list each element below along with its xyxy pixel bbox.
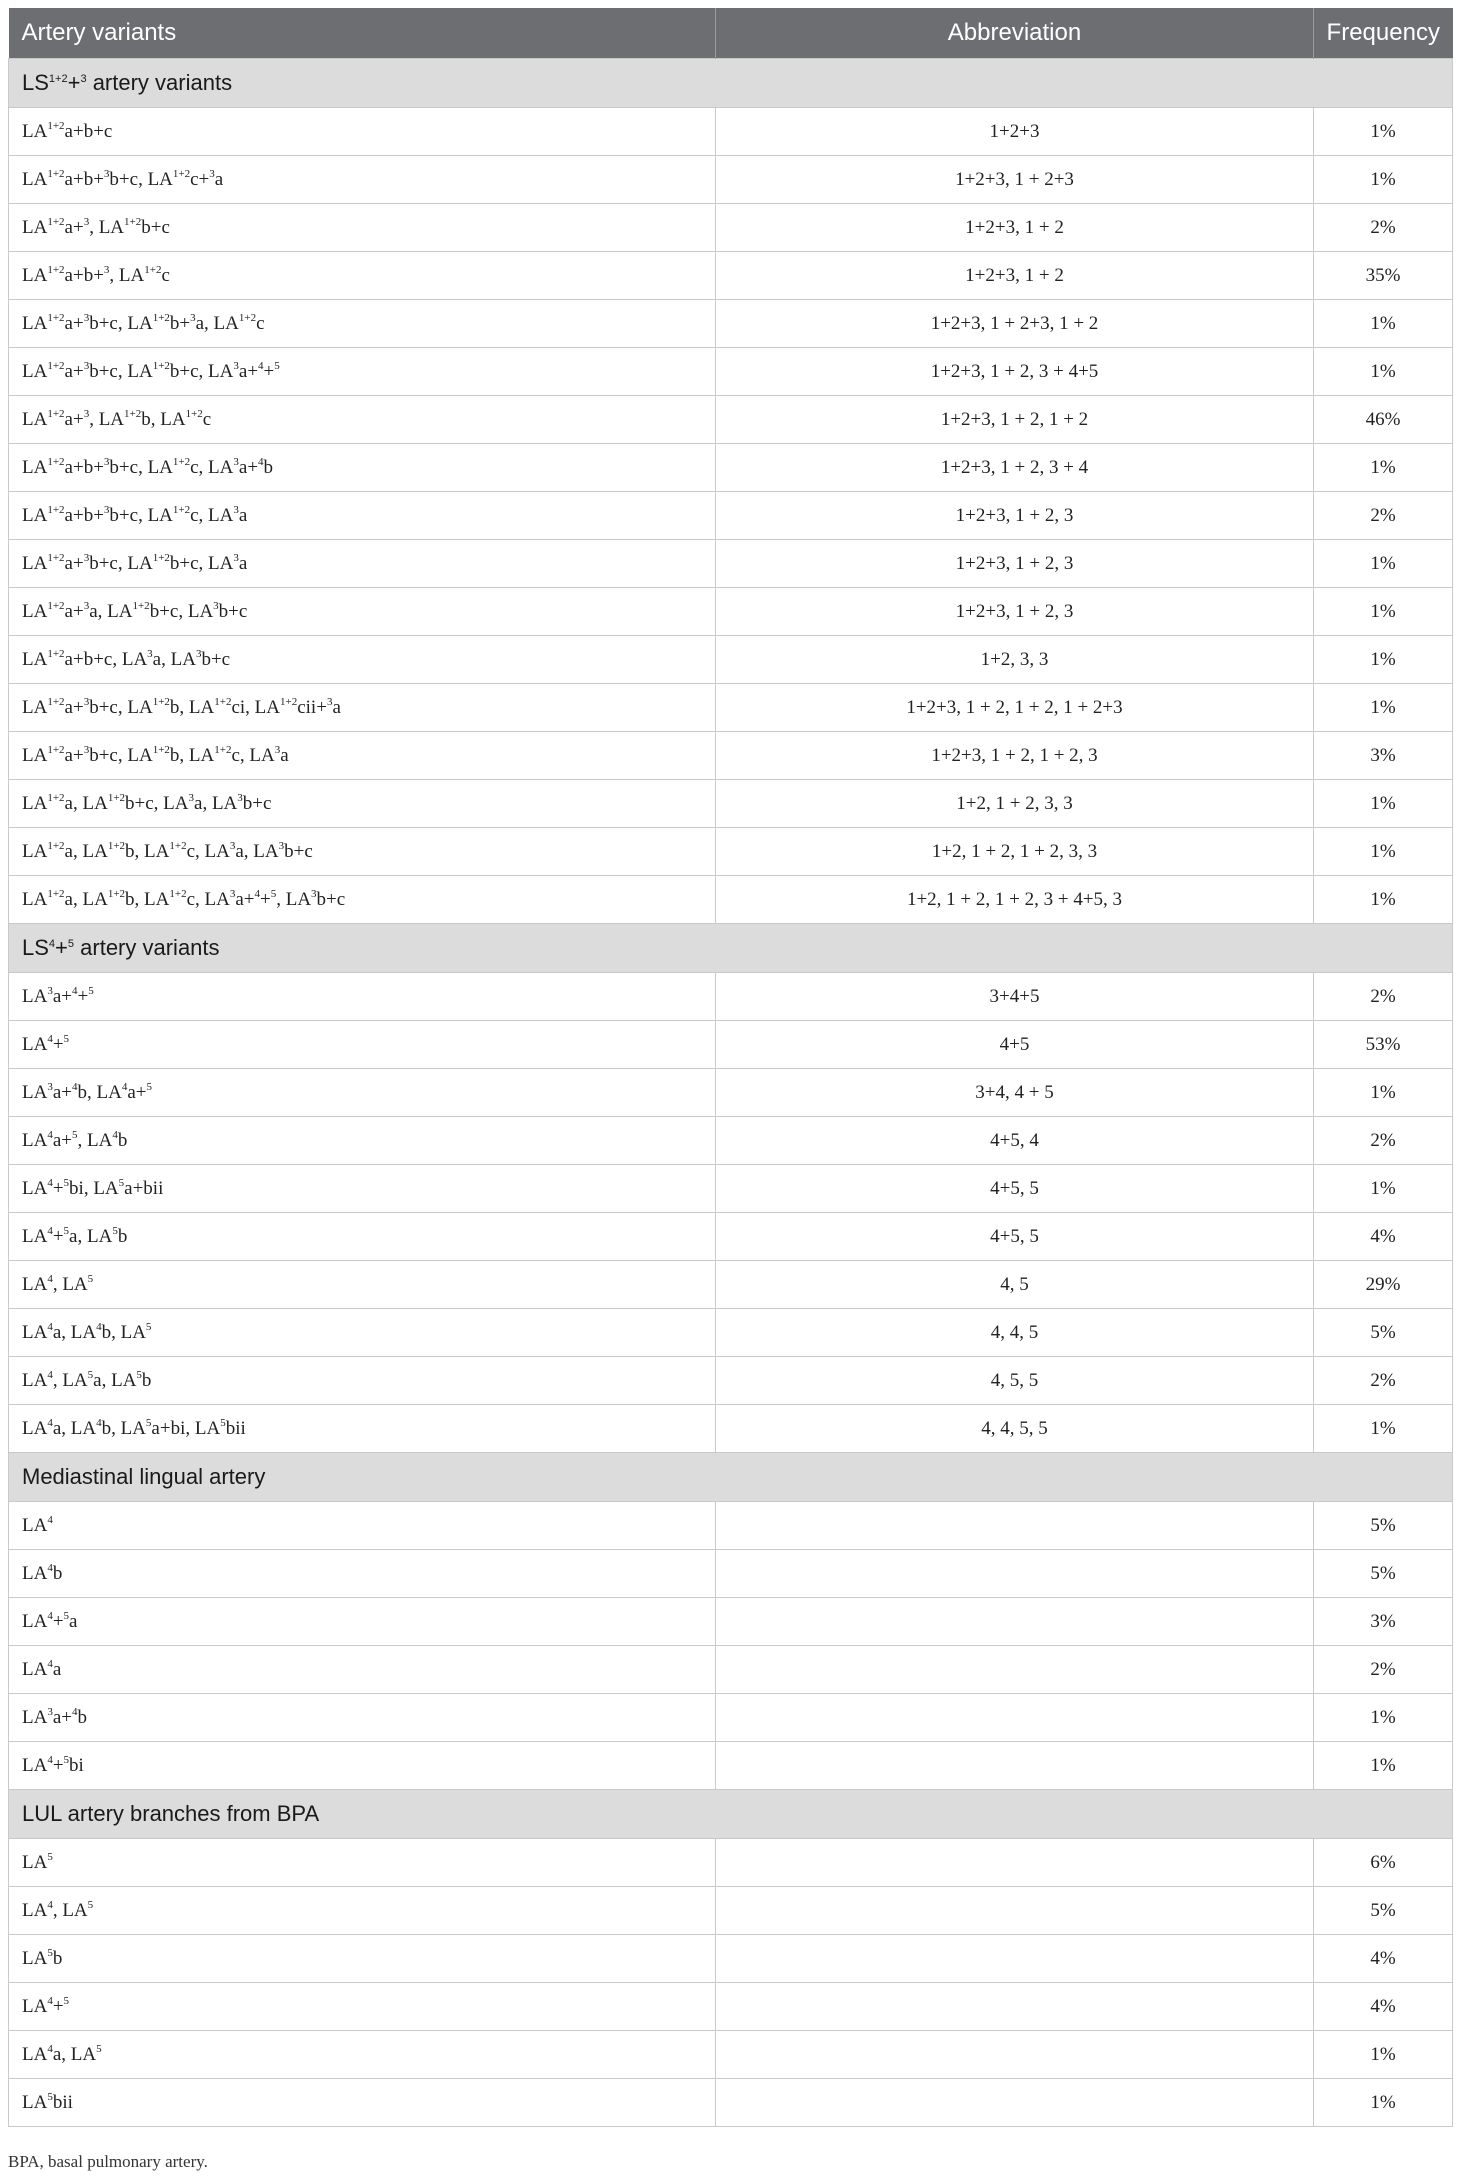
variant-cell: $LA^4$, $LA^5$ [9,1261,716,1309]
variant-cell: $LA^3a+^4b$, $LA^4a+^5$ [9,1069,716,1117]
variant-cell: $LA^{1+2}a+^3a$, $LA^{1+2}b+c$, $LA^3b+c$ [9,588,716,636]
frequency-cell: 5% [1314,1550,1453,1598]
variant-cell: $LA^{1+2}a$, $LA^{1+2}b$, $LA^{1+2}c$, $LA^3a+^4+^5$, $LA^3b+c$ [9,876,716,924]
frequency-cell: 29% [1314,1261,1453,1309]
frequency-cell: 46% [1314,396,1453,444]
frequency-cell: 1% [1314,2079,1453,2127]
abbreviation-cell: 1+2+3, 1 + 2+3 [716,156,1314,204]
column-header-artery-variants: Artery variants [9,8,716,59]
variant-cell: $LA^{1+2}a+b+c$, $LA^3a$, $LA^3b+c$ [9,636,716,684]
table-row [9,828,1453,876]
frequency-cell: 5% [1314,1502,1453,1550]
table-row [9,1309,1453,1357]
frequency-cell: 2% [1314,1357,1453,1405]
abbreviation-cell [716,1887,1314,1935]
frequency-cell: 1% [1314,1405,1453,1453]
table-row [9,876,1453,924]
variant-cell: $LA^{1+2}a+^3b+c$, $LA^{1+2}b+c$, $LA^3a$ [9,540,716,588]
frequency-cell: 1% [1314,588,1453,636]
table-row [9,1983,1453,2031]
abbreviation-cell [716,1839,1314,1887]
variant-cell: $LA^5$ [9,1839,716,1887]
frequency-cell: 3% [1314,732,1453,780]
abbreviation-cell: 4, 4, 5, 5 [716,1405,1314,1453]
abbreviation-cell: 4, 4, 5 [716,1309,1314,1357]
table-row [9,1598,1453,1646]
abbreviation-cell [716,1983,1314,2031]
artery-variants-table-container [8,8,1452,2127]
abbreviation-cell: 3+4, 4 + 5 [716,1069,1314,1117]
table-row [9,2031,1453,2079]
frequency-cell: 1% [1314,156,1453,204]
abbreviation-cell: 4, 5 [716,1261,1314,1309]
table-row [9,444,1453,492]
frequency-cell: 3% [1314,1598,1453,1646]
variant-cell: $LA^{1+2}a+b+^3b+c$, $LA^{1+2}c+^3a$ [9,156,716,204]
variant-cell: $LA^{1+2}a$, $LA^{1+2}b+c$, $LA^3a$, $LA^3b+c$ [9,780,716,828]
table-row [9,1550,1453,1598]
section-header-row [9,1453,1453,1502]
frequency-cell: 1% [1314,684,1453,732]
table-row [9,684,1453,732]
frequency-cell: 1% [1314,1069,1453,1117]
section-header-row [9,1790,1453,1839]
variant-cell: $LA^{1+2}a+b+^3b+c$, $LA^{1+2}c$, $LA^3a+^4b$ [9,444,716,492]
abbreviation-cell: 1+2+3, 1 + 2 [716,252,1314,300]
table-row [9,973,1453,1021]
frequency-cell: 6% [1314,1839,1453,1887]
header-row [9,8,1453,59]
frequency-cell: 1% [1314,300,1453,348]
table-row [9,348,1453,396]
variant-cell: $LA^4a$, $LA^5$ [9,2031,716,2079]
frequency-cell: 4% [1314,1935,1453,1983]
table-body [9,59,1453,2127]
frequency-cell: 53% [1314,1021,1453,1069]
frequency-cell: 1% [1314,108,1453,156]
table-row [9,1935,1453,1983]
table-row [9,1694,1453,1742]
frequency-cell: 2% [1314,492,1453,540]
table-row [9,1405,1453,1453]
abbreviation-cell: 4+5 [716,1021,1314,1069]
frequency-cell: 2% [1314,973,1453,1021]
abbreviation-cell [716,1694,1314,1742]
variant-cell: $LA^4+^5$ [9,1983,716,2031]
table-row [9,1117,1453,1165]
abbreviation-cell: 4+5, 5 [716,1213,1314,1261]
abbreviation-cell: 1+2+3, 1 + 2, 3 [716,588,1314,636]
variant-cell: $LA^4$, $LA^5$ [9,1887,716,1935]
abbreviation-cell [716,2031,1314,2079]
abbreviation-cell: 1+2+3, 1 + 2, 1 + 2, 3 [716,732,1314,780]
frequency-cell: 1% [1314,1742,1453,1790]
abbreviation-cell [716,1550,1314,1598]
variant-cell: $LA^4a$, $LA^4b$, $LA^5a+bi$, $LA^5bii$ [9,1405,716,1453]
table-row [9,780,1453,828]
frequency-cell: 2% [1314,1117,1453,1165]
variant-cell: $LA^3a+^4+^5$ [9,973,716,1021]
variant-cell: $LA^4a$, $LA^4b$, $LA^5$ [9,1309,716,1357]
abbreviation-cell: 1+2+3, 1 + 2, 3 + 4 [716,444,1314,492]
table-row [9,396,1453,444]
frequency-cell: 1% [1314,780,1453,828]
variant-cell: $LA^{1+2}a+^3b+c$, $LA^{1+2}b+^3a$, $LA^{1+2}c$ [9,300,716,348]
table-row [9,252,1453,300]
abbreviation-cell: 1+2+3, 1 + 2, 3 [716,492,1314,540]
frequency-cell: 1% [1314,636,1453,684]
abbreviation-cell [716,2079,1314,2127]
table-row [9,732,1453,780]
column-header-frequency: Frequency [1314,8,1453,59]
variant-cell: $LA^5b$ [9,1935,716,1983]
frequency-cell: 4% [1314,1213,1453,1261]
frequency-cell: 2% [1314,204,1453,252]
frequency-cell: 5% [1314,1887,1453,1935]
abbreviation-cell: 3+4+5 [716,973,1314,1021]
table-row [9,1357,1453,1405]
variant-cell: $LA^4+^5a$ [9,1598,716,1646]
variant-cell: $LA^{1+2}a$, $LA^{1+2}b$, $LA^{1+2}c$, $LA^3a$, $LA^3b+c$ [9,828,716,876]
variant-cell: $LA^{1+2}a+b+^3b+c$, $LA^{1+2}c$, $LA^3a$ [9,492,716,540]
table-row [9,1261,1453,1309]
table-row [9,588,1453,636]
variant-cell: $LA^4$ [9,1502,716,1550]
frequency-cell: 1% [1314,1694,1453,1742]
table-row [9,1021,1453,1069]
variant-cell: $LA^4+^5bi$, $LA^5a+bii$ [9,1165,716,1213]
abbreviation-cell: 1+2+3, 1 + 2+3, 1 + 2 [716,300,1314,348]
variant-cell: $LA^5bii$ [9,2079,716,2127]
frequency-cell: 5% [1314,1309,1453,1357]
table-row [9,2079,1453,2127]
table-row [9,540,1453,588]
frequency-cell: 1% [1314,540,1453,588]
frequency-cell: 2% [1314,1646,1453,1694]
frequency-cell: 4% [1314,1983,1453,2031]
section-title: Mediastinal lingual artery [9,1453,1453,1502]
abbreviation-cell: 1+2+3, 1 + 2, 3 [716,540,1314,588]
variant-cell: $LA^{1+2}a+^3b+c$, $LA^{1+2}b+c$, $LA^3a+^4+^5$ [9,348,716,396]
section-header-row [9,59,1453,108]
variant-cell: $LA^4+^5$ [9,1021,716,1069]
variant-cell: $LA^{1+2}a+^3$, $LA^{1+2}b$, $LA^{1+2}c$ [9,396,716,444]
table-row [9,300,1453,348]
abbreviation-cell: 1+2, 1 + 2, 1 + 2, 3, 3 [716,828,1314,876]
abbreviation-cell: 1+2+3, 1 + 2 [716,204,1314,252]
variant-cell: $LA^4+^5a$, $LA^5b$ [9,1213,716,1261]
abbreviation-cell: 1+2, 1 + 2, 1 + 2, 3 + 4+5, 3 [716,876,1314,924]
table-row [9,204,1453,252]
section-title: LUL artery branches from BPA [9,1790,1453,1839]
variant-cell: $LA^{1+2}a+b+^3$, $LA^{1+2}c$ [9,252,716,300]
artery-variants-table [8,8,1453,2127]
abbreviation-cell [716,1742,1314,1790]
abbreviation-cell: 1+2+3, 1 + 2, 1 + 2, 1 + 2+3 [716,684,1314,732]
section-title: $LS^4+^5$ artery variants [9,924,1453,973]
table-row [9,492,1453,540]
variant-cell: $LA^4$, $LA^5a$, $LA^5b$ [9,1357,716,1405]
table-row [9,108,1453,156]
variant-cell: $LA^4a+^5$, $LA^4b$ [9,1117,716,1165]
abbreviation-cell [716,1502,1314,1550]
column-header-abbreviation: Abbreviation [716,8,1314,59]
variant-cell: $LA^4b$ [9,1550,716,1598]
variant-cell: $LA^{1+2}a+^3$, $LA^{1+2}b+c$ [9,204,716,252]
abbreviation-cell: 1+2+3 [716,108,1314,156]
table-row [9,1742,1453,1790]
abbreviation-cell [716,1935,1314,1983]
abbreviation-cell: 1+2, 3, 3 [716,636,1314,684]
abbreviation-cell: 4+5, 5 [716,1165,1314,1213]
frequency-cell: 1% [1314,828,1453,876]
abbreviation-cell: 1+2+3, 1 + 2, 3 + 4+5 [716,348,1314,396]
variant-cell: $LA^{1+2}a+b+c$ [9,108,716,156]
variant-cell: $LA^4a$ [9,1646,716,1694]
variant-cell: $LA^4+^5bi$ [9,1742,716,1790]
abbreviation-cell: 1+2+3, 1 + 2, 1 + 2 [716,396,1314,444]
abbreviation-cell [716,1598,1314,1646]
table-row [9,1887,1453,1935]
section-header-row [9,924,1453,973]
variant-cell: $LA^{1+2}a+^3b+c$, $LA^{1+2}b$, $LA^{1+2}c$, $LA^3a$ [9,732,716,780]
table-row [9,1502,1453,1550]
frequency-cell: 1% [1314,2031,1453,2079]
abbreviation-cell: 4, 5, 5 [716,1357,1314,1405]
table-header [9,8,1453,59]
table-row [9,1646,1453,1694]
table-row [9,1165,1453,1213]
abbreviation-cell: 1+2, 1 + 2, 3, 3 [716,780,1314,828]
frequency-cell: 1% [1314,348,1453,396]
table-footnote: BPA, basal pulmonary artery. [8,2152,208,2171]
variant-cell: $LA^3a+^4b$ [9,1694,716,1742]
variant-cell: $LA^{1+2}a+^3b+c$, $LA^{1+2}b$, $LA^{1+2}ci$, $LA^{1+2}cii+^3a$ [9,684,716,732]
table-row [9,1213,1453,1261]
frequency-cell: 1% [1314,1165,1453,1213]
section-title: $LS^{1+2}+^3$ artery variants [9,59,1453,108]
table-row [9,636,1453,684]
frequency-cell: 1% [1314,876,1453,924]
table-row [9,156,1453,204]
table-row [9,1839,1453,1887]
table-row [9,1069,1453,1117]
frequency-cell: 1% [1314,444,1453,492]
abbreviation-cell [716,1646,1314,1694]
frequency-cell: 35% [1314,252,1453,300]
abbreviation-cell: 4+5, 4 [716,1117,1314,1165]
